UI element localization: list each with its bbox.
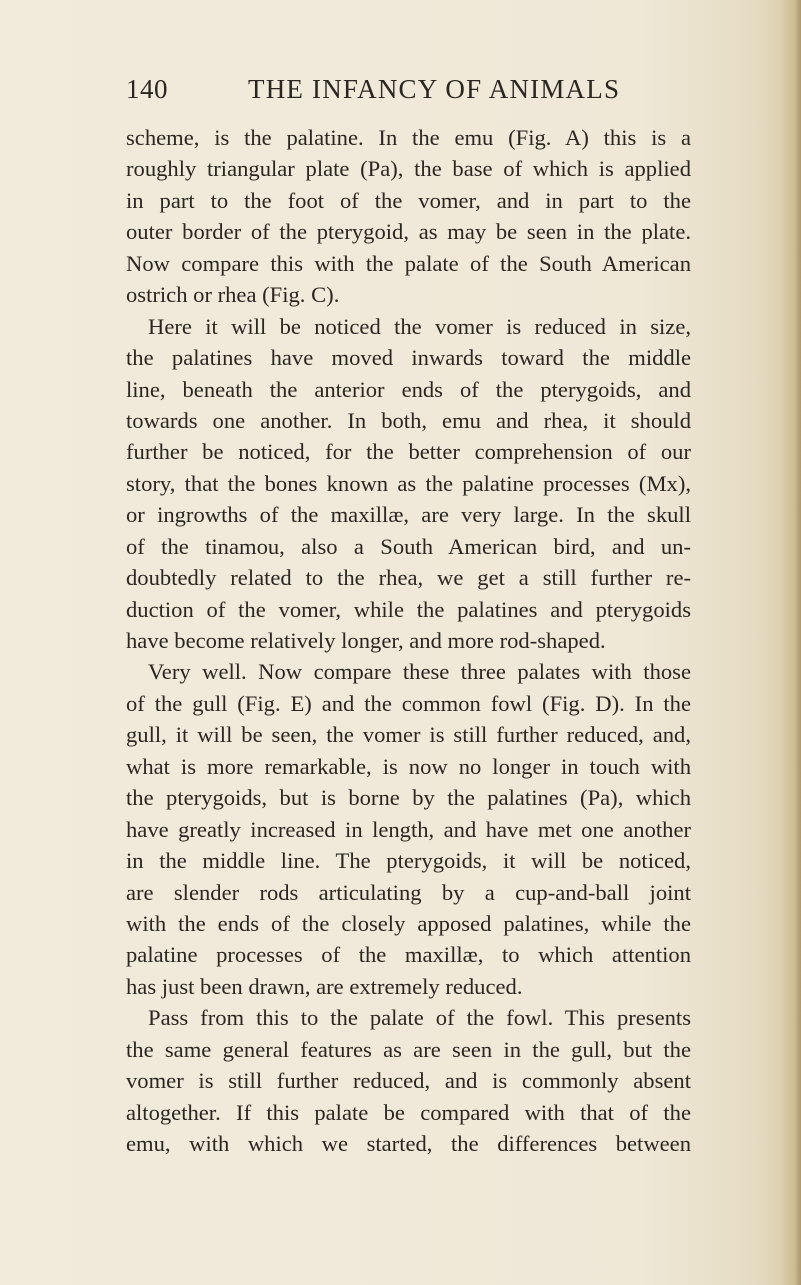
text-line: doubtedly related to the rhea, we get a still further re-: [126, 565, 691, 591]
text-line: ostrich or rhea (Fig. C).: [126, 282, 340, 308]
text-line: the pterygoids, but is borne by the palatines (Pa), which: [126, 785, 691, 811]
text-line: have greatly increased in length, and have met one another: [126, 816, 691, 842]
text-line: roughly triangular plate (Pa), the base of which is applied: [126, 156, 691, 182]
text-line: have become relatively longer, and more rod-shaped.: [126, 628, 606, 653]
running-header: [126, 74, 686, 114]
text-line: emu, with which we started, the differences between: [126, 1131, 691, 1156]
text-line: gull, it will be seen, the vomer is still further reduced, and,: [126, 722, 691, 748]
text-line: of the tinamou, also a South American bird, and un-: [126, 533, 691, 559]
text-line: palatine processes of the maxillæ, to which attention: [126, 942, 691, 968]
text-line: or ingrowths of the maxillæ, are very large. In the skull: [126, 502, 691, 528]
text-line: Pass from this to the palate of the fowl. This presents: [148, 1005, 691, 1031]
text-line: Here it will be noticed the vomer is reduced in size,: [148, 313, 691, 339]
text-line: vomer is still further reduced, and is commonly absent: [126, 1068, 691, 1094]
text-line: with the ends of the closely apposed palatines, while the: [126, 910, 691, 936]
text-line: outer border of the pterygoid, as may be seen in the plate.: [126, 219, 691, 245]
text-line: line, beneath the anterior ends of the pterygoids, and: [126, 376, 691, 402]
text-line: Very well. Now compare these three palates with those: [148, 659, 691, 685]
text-line: in part to the foot of the vomer, and in part to the: [126, 187, 691, 213]
running-title: THE INFANCY OF ANIMALS: [248, 74, 621, 104]
page-number: 140: [126, 74, 168, 104]
text-line: has just been drawn, are extremely reduced.: [126, 973, 523, 999]
text-line: in the middle line. The pterygoids, it will be noticed,: [126, 848, 691, 874]
text-line: the same general features as are seen in the gull, but the: [126, 1036, 691, 1062]
text-line: of the gull (Fig. E) and the common fowl (Fig. D). In the: [126, 690, 691, 716]
text-line: altogether. If this palate be compared with that of the: [126, 1099, 691, 1125]
text-line: towards one another. In both, emu and rhea, it should: [126, 407, 691, 433]
body-text: [126, 122, 691, 1159]
text-line: story, that the bones known as the palatine processes (Mx),: [126, 470, 691, 496]
text-line: scheme, is the palatine. In the emu (Fig. A) this is a: [126, 125, 691, 150]
text-line: further be noticed, for the better comprehension of our: [126, 439, 691, 465]
page-edge-shadow: [779, 0, 801, 1285]
text-line: what is more remarkable, is now no longer in touch with: [126, 753, 691, 779]
text-line: are slender rods articulating by a cup-and-ball joint: [126, 879, 691, 905]
text-line: Now compare this with the palate of the South American: [126, 250, 691, 276]
text-line: the palatines have moved inwards toward the middle: [126, 345, 691, 371]
text-line: duction of the vomer, while the palatines and pterygoids: [126, 596, 691, 622]
